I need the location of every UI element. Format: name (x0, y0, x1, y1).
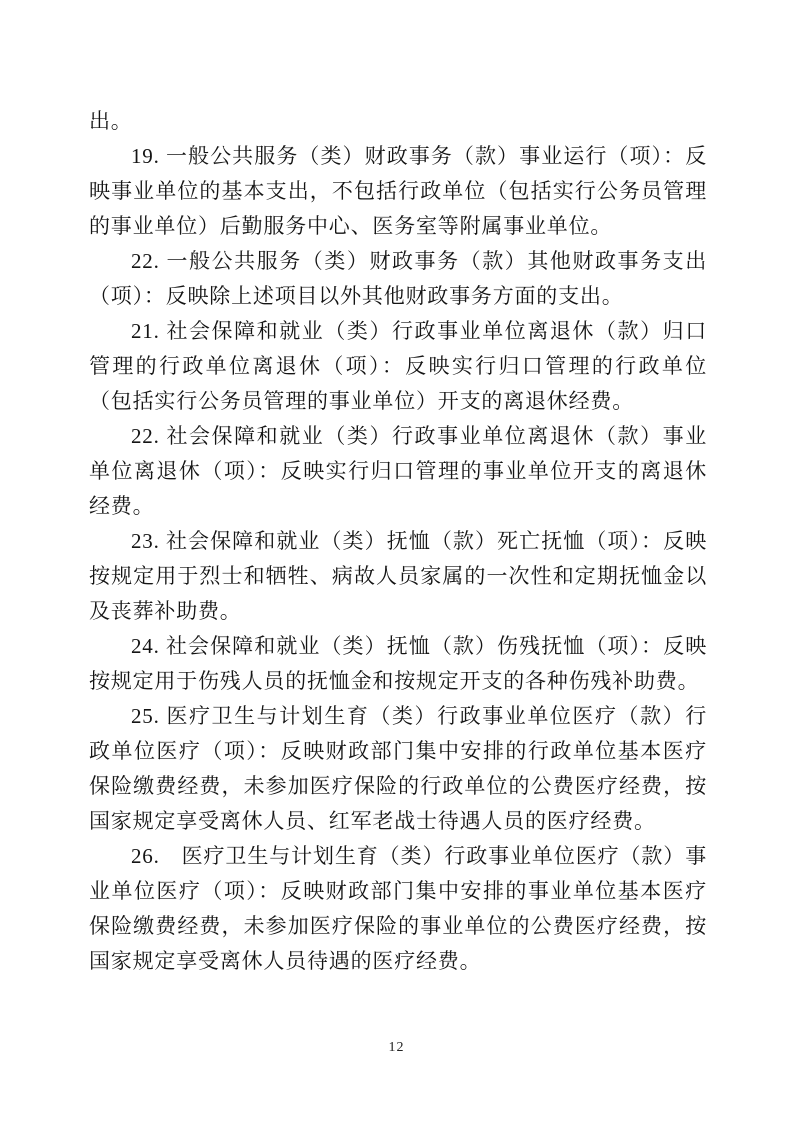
paragraph-item-22-social-security: 22. 社会保障和就业（类）行政事业单位离退休（款）事业单位离退休（项）：反映实行归口管理的事业单位开支的离退休经费。 (89, 424, 707, 518)
paragraph-item-19: 19. 一般公共服务（类）财政事务（款）事业运行（项）：反映事业单位的基本支出，不包括行政单位（包括实行公务员管理的事业单位）后勤服务中心、医务室等附属事业单位。 (89, 144, 707, 238)
paragraph-item-23: 23. 社会保障和就业（类）抚恤（款）死亡抚恤（项）：反映按规定用于烈士和牺牲、病故人员家属的一次性和定期抚恤金以及丧葬补助费。 (89, 529, 707, 623)
paragraph-continuation: 出。 (89, 109, 133, 133)
paragraph-item-25: 25. 医疗卫生与计划生育（类）行政事业单位医疗（款）行政单位医疗（项）：反映财政部门集中安排的行政单位基本医疗保险缴费经费，未参加医疗保险的行政单位的公费医疗经费，按国家规定享受离休人员、红军老战士待遇人员的医疗经费。 (89, 704, 707, 833)
paragraph-item-24: 24. 社会保障和就业（类）抚恤（款）伤残抚恤（项）：反映按规定用于伤残人员的抚恤金和按规定开支的各种伤残补助费。 (89, 634, 707, 693)
text-block (89, 104, 707, 979)
paragraph-item-21: 21. 社会保障和就业（类）行政事业单位离退休（款）归口管理的行政单位离退休（项）：反映实行归口管理的行政单位（包括实行公务员管理的事业单位）开支的离退休经费。 (89, 319, 707, 413)
paragraph-item-22-general-public-services: 22. 一般公共服务（类）财政事务（款）其他财政事务支出（项）：反映除上述项目以外其他财政事务方面的支出。 (89, 249, 707, 308)
page-number: 12 (388, 1040, 405, 1055)
paragraph-item-26: 26. 医疗卫生与计划生育（类）行政事业单位医疗（款）事业单位医疗（项）：反映财政部门集中安排的事业单位基本医疗保险缴费经费，未参加医疗保险的事业单位的公费医疗经费，按国家规定享受离休人员待遇的医疗经费。 (89, 844, 707, 973)
page-footer (0, 1038, 793, 1056)
